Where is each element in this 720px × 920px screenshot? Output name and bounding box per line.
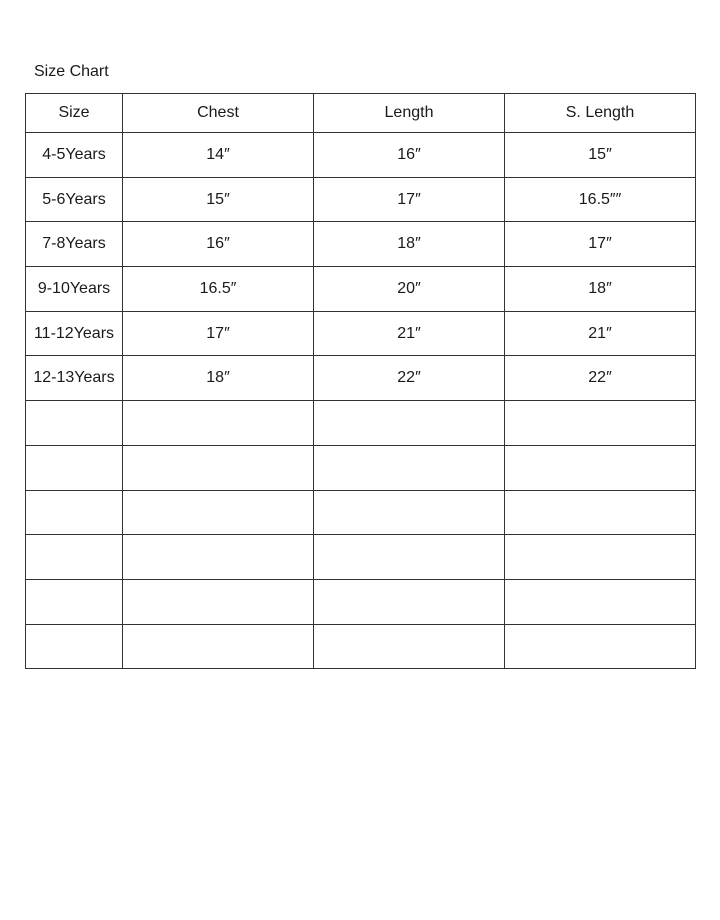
cell-length: 17″ [314, 177, 505, 222]
cell-s-length: 16.5″″ [505, 177, 696, 222]
cell-s-length: 17″ [505, 222, 696, 267]
empty-cell [123, 401, 314, 446]
cell-chest: 16.5″ [123, 267, 314, 312]
empty-cell [505, 579, 696, 624]
empty-table-row [26, 445, 696, 490]
empty-cell [123, 624, 314, 669]
cell-size: 4-5Years [26, 133, 123, 178]
cell-size: 11-12Years [26, 311, 123, 356]
empty-table-row [26, 579, 696, 624]
empty-cell [123, 490, 314, 535]
cell-size: 5-6Years [26, 177, 123, 222]
cell-s-length: 18″ [505, 267, 696, 312]
empty-table-row [26, 401, 696, 446]
empty-cell [505, 401, 696, 446]
header-length: Length [314, 94, 505, 133]
cell-length: 20″ [314, 267, 505, 312]
empty-cell [505, 624, 696, 669]
table-row [26, 133, 696, 178]
header-size: Size [26, 94, 123, 133]
cell-size: 12-13Years [26, 356, 123, 401]
cell-size: 7-8Years [26, 222, 123, 267]
cell-length: 16″ [314, 133, 505, 178]
empty-cell [26, 445, 123, 490]
empty-cell [314, 401, 505, 446]
empty-cell [26, 624, 123, 669]
empty-cell [123, 579, 314, 624]
empty-cell [26, 490, 123, 535]
size-chart-table [25, 93, 696, 669]
empty-cell [26, 401, 123, 446]
header-chest: Chest [123, 94, 314, 133]
table-row [26, 311, 696, 356]
empty-cell [314, 624, 505, 669]
empty-table-row [26, 490, 696, 535]
table-row [26, 356, 696, 401]
empty-cell [314, 579, 505, 624]
empty-cell [314, 445, 505, 490]
empty-cell [314, 490, 505, 535]
cell-chest: 17″ [123, 311, 314, 356]
cell-s-length: 15″ [505, 133, 696, 178]
empty-cell [314, 535, 505, 580]
cell-length: 21″ [314, 311, 505, 356]
cell-chest: 16″ [123, 222, 314, 267]
header-s-length: S. Length [505, 94, 696, 133]
empty-cell [505, 490, 696, 535]
cell-chest: 18″ [123, 356, 314, 401]
cell-size: 9-10Years [26, 267, 123, 312]
empty-cell [26, 579, 123, 624]
cell-chest: 15″ [123, 177, 314, 222]
empty-cell [505, 535, 696, 580]
table-header-row [26, 94, 696, 133]
table-row [26, 267, 696, 312]
table-row [26, 222, 696, 267]
cell-s-length: 21″ [505, 311, 696, 356]
page-title: Size Chart [34, 63, 109, 80]
empty-table-row [26, 624, 696, 669]
empty-cell [26, 535, 123, 580]
empty-cell [505, 445, 696, 490]
cell-s-length: 22″ [505, 356, 696, 401]
empty-cell [123, 535, 314, 580]
empty-table-row [26, 535, 696, 580]
cell-length: 22″ [314, 356, 505, 401]
empty-cell [123, 445, 314, 490]
table-row [26, 177, 696, 222]
cell-length: 18″ [314, 222, 505, 267]
cell-chest: 14″ [123, 133, 314, 178]
